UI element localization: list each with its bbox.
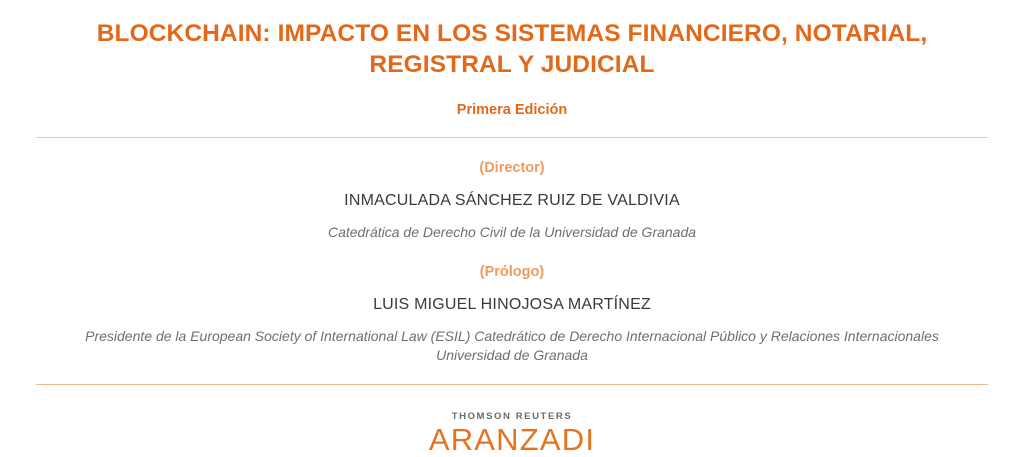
publisher-name: ARANZADI — [428, 422, 596, 457]
edition-label: Primera Edición — [456, 101, 568, 118]
credit-role-director: (Director) — [479, 159, 545, 176]
credit-affiliation-director: Catedrática de Derecho Civil de la Universidad de Granada — [327, 223, 697, 240]
credit-prologue — [0, 242, 1024, 365]
publisher-logo — [0, 385, 1024, 457]
credit-role-prologue: (Prólogo) — [479, 263, 545, 280]
page-title: BLOCKCHAIN: IMPACTO EN LOS SISTEMAS FINANCIERO, NOTARIAL, REGISTRAL Y JUDICIAL — [96, 20, 928, 79]
publisher-kicker: THOMSON REUTERS — [451, 411, 573, 423]
credit-affiliation-prologue: Presidente de la European Society of International Law (ESIL) Catedrático de Derecho Internacional Público y Relaciones Internacionales Universidad de Granada — [85, 327, 939, 363]
credit-name-prologue: LUIS MIGUEL HINOJOSA MARTÍNEZ — [373, 295, 651, 313]
credit-name-director: INMACULADA SÁNCHEZ RUIZ DE VALDIVIA — [344, 191, 680, 209]
credit-director — [0, 138, 1024, 242]
